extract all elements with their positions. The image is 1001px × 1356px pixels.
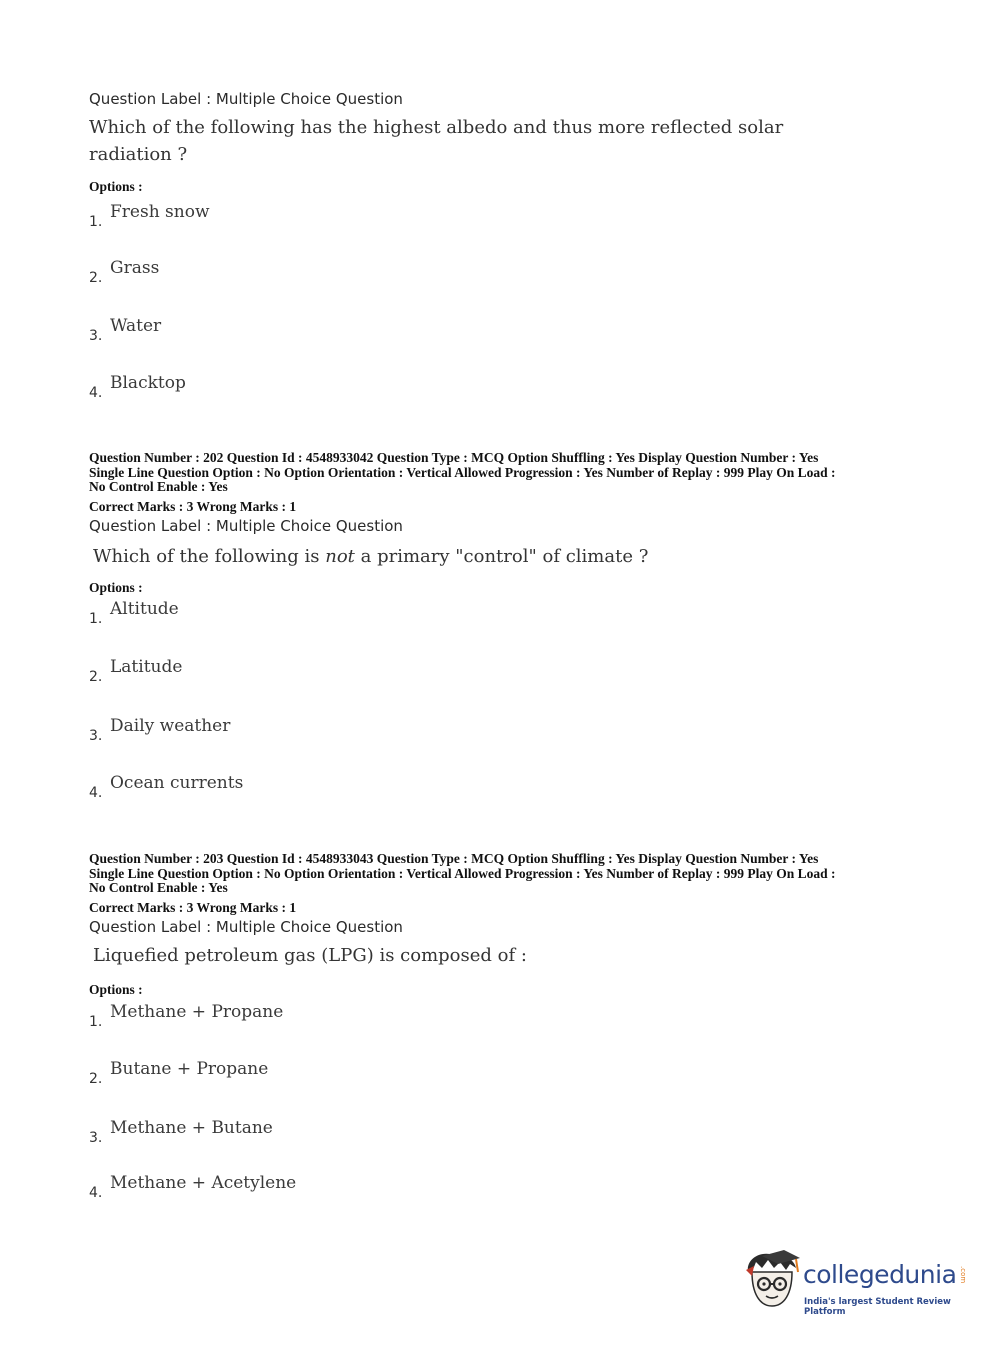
option-number: 3. (89, 728, 103, 744)
question-text (89, 114, 919, 168)
option-text: Latitude (110, 657, 183, 677)
question-2 (89, 451, 919, 570)
option-text: Water (110, 316, 162, 336)
option-text: Methane + Acetylene (110, 1173, 297, 1193)
meta-line: No Control Enable : Yes (89, 479, 228, 494)
option-text: Altitude (110, 599, 179, 619)
question-marks: Correct Marks : 3 Wrong Marks : 1 (89, 498, 297, 514)
meta-line: Question Number : 202 Question Id : 4548933042 Question Type : MCQ Option Shuffling : Yes Display Question Number : Yes (89, 450, 819, 465)
question-text-emphasis: not (325, 545, 355, 567)
question-1 (89, 90, 919, 168)
option-text: Methane + Propane (110, 1002, 284, 1022)
meta-line: Question Number : 203 Question Id : 4548933043 Question Type : MCQ Option Shuffling : Yes Display Question Number : Yes (89, 851, 819, 866)
option-text: Butane + Propane (110, 1059, 269, 1079)
options-heading: Options : (89, 580, 143, 595)
question-label: Question Label : Multiple Choice Question (89, 917, 403, 936)
mascot-icon (740, 1250, 802, 1316)
question-label: Question Label : Multiple Choice Question (89, 516, 403, 535)
logo-tagline: India's largest Student Review Platform (804, 1297, 951, 1317)
question-text: Liquefied petroleum gas (LPG) is composed of : (93, 944, 527, 966)
meta-line: Single Line Question Option : No Option Orientation : Vertical Allowed Progression : Yes Number of Replay : 999 Play On Load : (89, 865, 836, 881)
option-number: 1. (89, 611, 103, 627)
option-number: 4. (89, 385, 103, 401)
question-text-line: Which of the following has the highest albedo and thus more reflected solar (89, 117, 784, 138)
meta-line: Single Line Question Option : No Option Orientation : Vertical Allowed Progression : Yes Number of Replay : 999 Play On Load : (89, 464, 836, 480)
logo-domain: .com (959, 1266, 967, 1284)
meta-line: No Control Enable : Yes (89, 880, 228, 895)
option-text: Methane + Butane (110, 1118, 273, 1138)
question-meta (89, 852, 919, 896)
option-number: 1. (89, 214, 103, 230)
option-number: 2. (89, 669, 103, 685)
question-text-line: radiation ? (89, 144, 188, 165)
option-number: 4. (89, 785, 103, 801)
option-text: Ocean currents (110, 773, 244, 793)
options-heading: Options : (89, 982, 143, 997)
option-text: Fresh snow (110, 202, 210, 222)
question-3 (89, 852, 919, 969)
question-text (89, 543, 919, 570)
question-label: Question Label : Multiple Choice Question (89, 90, 403, 108)
option-text: Blacktop (110, 373, 186, 393)
option-text: Daily weather (110, 716, 231, 736)
option-number: 4. (89, 1185, 103, 1201)
question-marks: Correct Marks : 3 Wrong Marks : 1 (89, 899, 297, 915)
logo-wordmark: collegedunia (803, 1260, 957, 1289)
option-text: Grass (110, 258, 160, 278)
option-number: 2. (89, 270, 103, 286)
collegedunia-logo (740, 1248, 980, 1318)
question-text-part: a primary "control" of climate ? (354, 545, 649, 567)
question-meta (89, 451, 919, 495)
option-number: 3. (89, 328, 103, 344)
option-number: 1. (89, 1014, 103, 1030)
option-number: 3. (89, 1130, 103, 1146)
options-heading: Options : (89, 179, 143, 194)
option-number: 2. (89, 1071, 103, 1087)
question-text-part: Which of the following is (93, 545, 326, 567)
